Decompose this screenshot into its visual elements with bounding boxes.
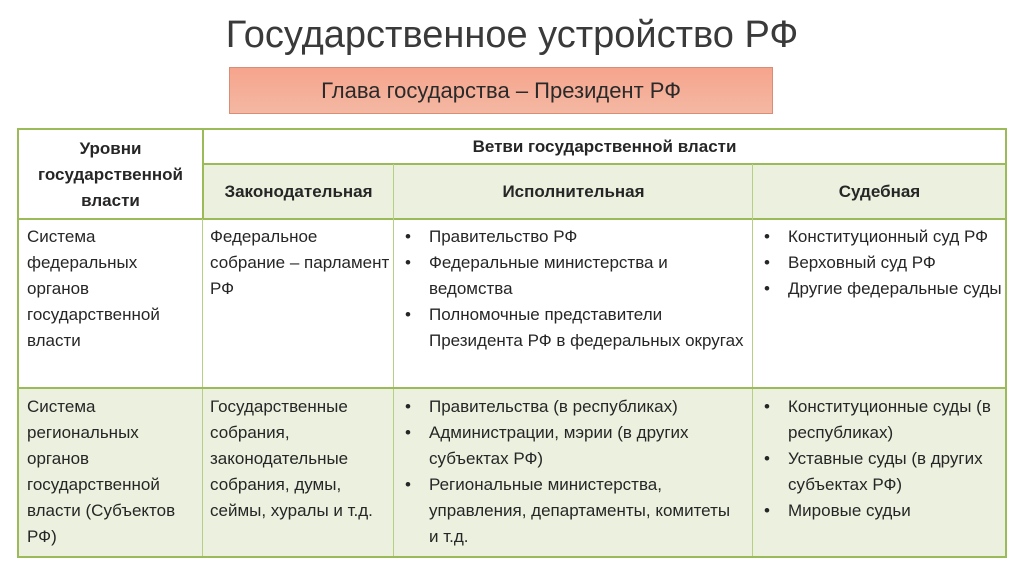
divider	[19, 218, 1005, 220]
branches-header-text: Ветви государственной власти	[472, 137, 737, 156]
column-header-judicial-text: Судебная	[838, 182, 921, 201]
divider	[752, 164, 753, 556]
branches-header	[204, 130, 1005, 164]
regional-legislative-cell	[210, 394, 386, 524]
list-item: • Мировые судьи	[754, 498, 994, 524]
levels-header-text: Уровни государственной власти	[38, 138, 183, 210]
regional-executive-list	[395, 394, 735, 550]
federal-level-text: Система федеральных органов государственной власти	[27, 227, 160, 350]
column-header-executive-text: Исполнительная	[502, 182, 645, 201]
divider	[393, 164, 394, 556]
regional-judicial-list	[754, 394, 994, 524]
list-item: • Правительство РФ	[395, 224, 747, 250]
federal-legislative-cell	[210, 224, 390, 302]
list-item: • Администрации, мэрии (в других субъектах РФ)	[395, 420, 735, 472]
government-structure-table	[17, 128, 1007, 558]
list-item: • Федеральные министерства и ведомства	[395, 250, 747, 302]
regional-level-cell	[27, 394, 199, 550]
list-item: • Уставные суды (в других субъектах РФ)	[754, 446, 994, 498]
column-header-executive	[395, 166, 752, 218]
federal-executive-cell	[395, 224, 747, 354]
list-item: • Полномочные представители Президента РФ в федеральных округах	[395, 302, 747, 354]
regional-level-text: Система региональных органов государственной власти (Субъектов РФ)	[27, 397, 176, 546]
list-item: • Другие федеральные суды	[754, 276, 1002, 302]
column-header-legislative	[204, 166, 393, 218]
list-item: • Региональные министерства, управления, департаменты, комитеты и т.д.	[395, 472, 735, 550]
federal-judicial-cell	[754, 224, 1002, 302]
column-header-judicial	[754, 166, 1005, 218]
list-item: • Конституционные суды (в республиках)	[754, 394, 994, 446]
divider	[202, 130, 204, 219]
federal-executive-list	[395, 224, 747, 354]
federal-level-cell	[27, 224, 199, 354]
divider	[19, 387, 1005, 389]
regional-judicial-cell	[754, 394, 994, 524]
list-item: • Правительства (в республиках)	[395, 394, 735, 420]
list-item: • Конституционный суд РФ	[754, 224, 1002, 250]
federal-judicial-list	[754, 224, 1002, 302]
page-title: Государственное устройство РФ	[225, 14, 799, 56]
federal-legislative-text: Федеральное собрание – парламент РФ	[210, 227, 390, 298]
head-of-state-box	[229, 67, 773, 114]
regional-legislative-text: Государственные собрания, законодательные собрания, думы, сеймы, хуралы и т.д.	[210, 397, 373, 520]
regional-executive-cell	[395, 394, 735, 550]
divider	[204, 163, 1005, 165]
levels-header	[19, 130, 202, 219]
column-header-legislative-text: Законодательная	[224, 182, 373, 201]
list-item: • Верховный суд РФ	[754, 250, 1002, 276]
head-of-state-label: Глава государства – Президент РФ	[321, 77, 681, 103]
